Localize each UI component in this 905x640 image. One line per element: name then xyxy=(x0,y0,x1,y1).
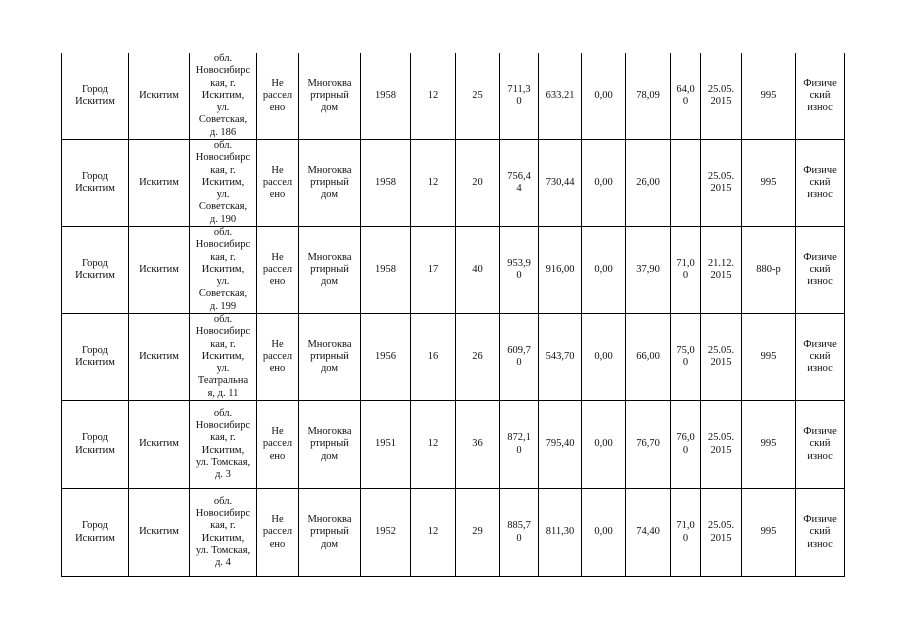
address-cell: обл. Новосибирская, г. Искитим, ул. Советская, д. 186 xyxy=(190,53,257,140)
document-number-cell: 995 xyxy=(742,314,796,401)
value-cell: 811,30 xyxy=(539,489,582,577)
year-built-cell: 1958 xyxy=(361,227,411,314)
value-cell: 12 xyxy=(411,489,456,577)
date-cell: 25.05.2015 xyxy=(701,489,742,577)
settlement-cell: Город Искитим xyxy=(61,401,129,489)
value-cell: 756,44 xyxy=(500,140,539,227)
document-number-cell: 995 xyxy=(742,140,796,227)
building-type-cell: Многоквартирный дом xyxy=(299,140,361,227)
value-cell: 17 xyxy=(411,227,456,314)
value-cell: 0,00 xyxy=(582,401,626,489)
year-built-cell: 1951 xyxy=(361,401,411,489)
value-cell: 36 xyxy=(456,401,500,489)
date-cell: 25.05.2015 xyxy=(701,314,742,401)
settlement-cell: Город Искитим xyxy=(61,489,129,577)
value-cell: 76,70 xyxy=(626,401,671,489)
year-built-cell: 1958 xyxy=(361,53,411,140)
value-cell: 40 xyxy=(456,227,500,314)
document-number-cell: 995 xyxy=(742,489,796,577)
value-cell: 20 xyxy=(456,140,500,227)
value-cell: 26,00 xyxy=(626,140,671,227)
settlement-cell: Город Искитим xyxy=(61,140,129,227)
document-number-cell: 880-р xyxy=(742,227,796,314)
reason-cell: Физический износ xyxy=(796,314,845,401)
resettlement-status-cell: Не расселено xyxy=(257,140,299,227)
value-cell: 16 xyxy=(411,314,456,401)
value-cell: 12 xyxy=(411,140,456,227)
date-cell: 25.05.2015 xyxy=(701,401,742,489)
value-cell xyxy=(671,140,701,227)
settlement-cell: Город Искитим xyxy=(61,314,129,401)
settlement-cell: Город Искитим xyxy=(61,53,129,140)
value-cell: 885,70 xyxy=(500,489,539,577)
value-cell: 795,40 xyxy=(539,401,582,489)
resettlement-status-cell: Не расселено xyxy=(257,401,299,489)
municipality-cell: Искитим xyxy=(129,314,190,401)
municipality-cell: Искитим xyxy=(129,140,190,227)
settlement-cell: Город Искитим xyxy=(61,227,129,314)
municipality-cell: Искитим xyxy=(129,401,190,489)
year-built-cell: 1952 xyxy=(361,489,411,577)
building-type-cell: Многоквартирный дом xyxy=(299,401,361,489)
value-cell: 872,10 xyxy=(500,401,539,489)
address-cell: обл. Новосибирская, г. Искитим, ул. Томская, д. 4 xyxy=(190,489,257,577)
date-cell: 21.12.2015 xyxy=(701,227,742,314)
building-type-cell: Многоквартирный дом xyxy=(299,227,361,314)
value-cell: 64,00 xyxy=(671,53,701,140)
year-built-cell: 1956 xyxy=(361,314,411,401)
building-type-cell: Многоквартирный дом xyxy=(299,53,361,140)
value-cell: 711,30 xyxy=(500,53,539,140)
value-cell: 0,00 xyxy=(582,489,626,577)
value-cell: 633.21 xyxy=(539,53,582,140)
value-cell: 730,44 xyxy=(539,140,582,227)
reason-cell: Физический износ xyxy=(796,489,845,577)
value-cell: 0,00 xyxy=(582,140,626,227)
value-cell: 0,00 xyxy=(582,227,626,314)
value-cell: 12 xyxy=(411,53,456,140)
resettlement-status-cell: Не расселено xyxy=(257,314,299,401)
value-cell: 66,00 xyxy=(626,314,671,401)
year-built-cell: 1958 xyxy=(361,140,411,227)
value-cell: 78,09 xyxy=(626,53,671,140)
address-cell: обл. Новосибирская, г. Искитим, ул. Советская, д. 199 xyxy=(190,227,257,314)
date-cell: 25.05.2015 xyxy=(701,53,742,140)
address-cell: обл. Новосибирская, г. Искитим, ул. Театральная, д. 11 xyxy=(190,314,257,401)
value-cell: 37,90 xyxy=(626,227,671,314)
address-cell: обл. Новосибирская, г. Искитим, ул. Советская, д. 190 xyxy=(190,140,257,227)
reason-cell: Физический износ xyxy=(796,227,845,314)
housing-table xyxy=(61,53,845,577)
value-cell: 71,00 xyxy=(671,489,701,577)
value-cell: 75,00 xyxy=(671,314,701,401)
resettlement-status-cell: Не расселено xyxy=(257,53,299,140)
municipality-cell: Искитим xyxy=(129,489,190,577)
reason-cell: Физический износ xyxy=(796,53,845,140)
reason-cell: Физический износ xyxy=(796,140,845,227)
value-cell: 29 xyxy=(456,489,500,577)
value-cell: 76,00 xyxy=(671,401,701,489)
value-cell: 26 xyxy=(456,314,500,401)
municipality-cell: Искитим xyxy=(129,53,190,140)
value-cell: 12 xyxy=(411,401,456,489)
building-type-cell: Многоквартирный дом xyxy=(299,314,361,401)
municipality-cell: Искитим xyxy=(129,227,190,314)
value-cell: 609,70 xyxy=(500,314,539,401)
value-cell: 0,00 xyxy=(582,314,626,401)
value-cell: 71,00 xyxy=(671,227,701,314)
value-cell: 916,00 xyxy=(539,227,582,314)
address-cell: обл. Новосибирская, г. Искитим, ул. Томская, д. 3 xyxy=(190,401,257,489)
reason-cell: Физический износ xyxy=(796,401,845,489)
resettlement-status-cell: Не расселено xyxy=(257,227,299,314)
document-number-cell: 995 xyxy=(742,53,796,140)
building-type-cell: Многоквартирный дом xyxy=(299,489,361,577)
date-cell: 25.05.2015 xyxy=(701,140,742,227)
value-cell: 25 xyxy=(456,53,500,140)
value-cell: 0,00 xyxy=(582,53,626,140)
document-number-cell: 995 xyxy=(742,401,796,489)
value-cell: 74,40 xyxy=(626,489,671,577)
value-cell: 953,90 xyxy=(500,227,539,314)
value-cell: 543,70 xyxy=(539,314,582,401)
resettlement-status-cell: Не расселено xyxy=(257,489,299,577)
